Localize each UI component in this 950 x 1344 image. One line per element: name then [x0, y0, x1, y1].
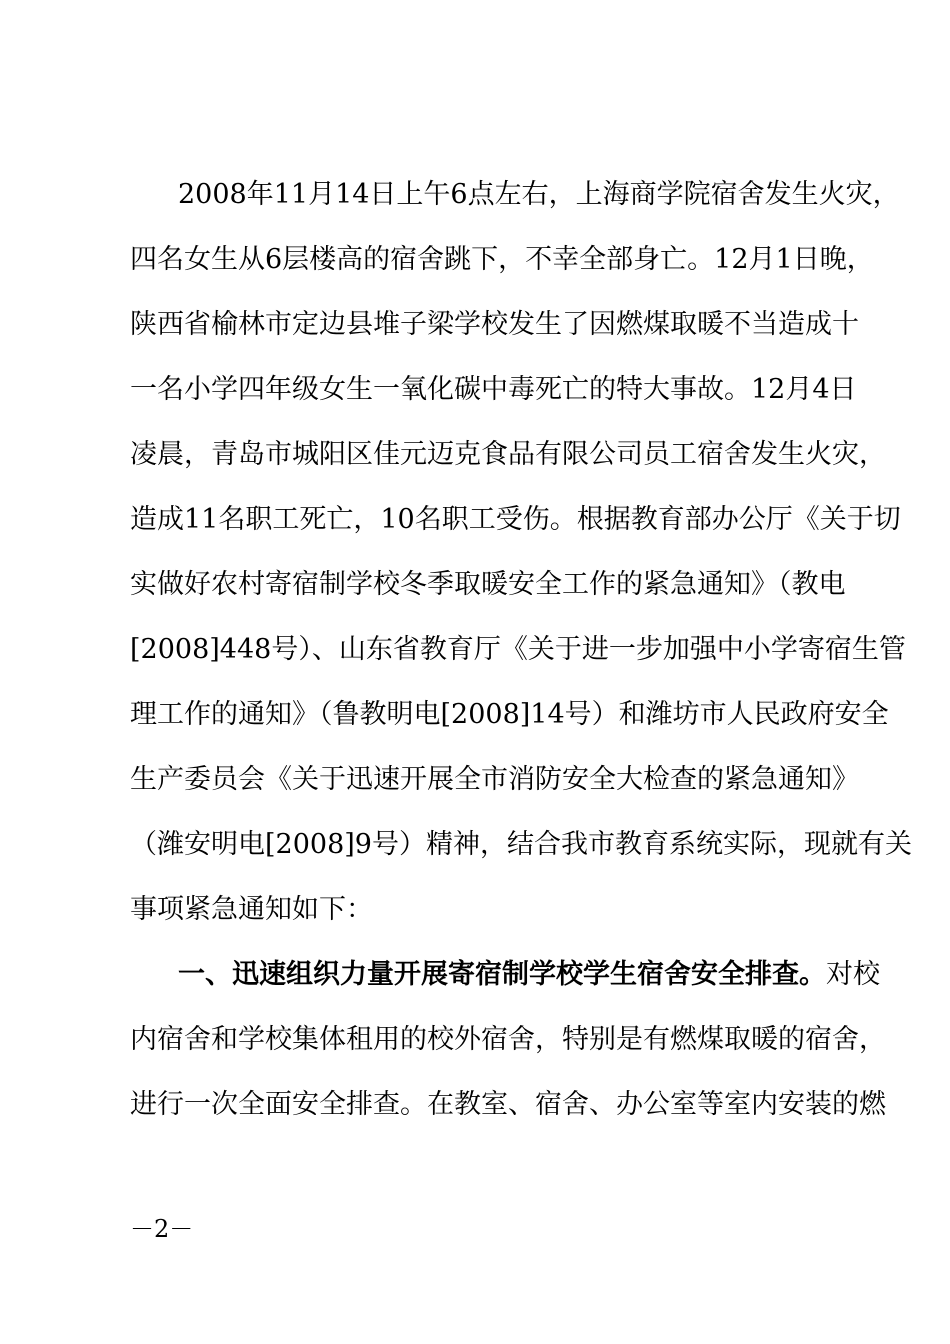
paragraph-1-line-5: 凌晨，青岛市城阳区佳元迈克食品有限公司员工宿舍发生火灾， — [130, 439, 886, 470]
paragraph-1-line-3: 陕西省榆林市定边县堆子梁学校发生了因燃煤取暖不当造成十 — [130, 309, 859, 340]
section-1-heading-continuation: 对校 — [826, 959, 880, 990]
section-1-first-line — [178, 958, 880, 992]
section-1-line-2: 内宿舍和学校集体租用的校外宿舍，特别是有燃煤取暖的宿舍， — [130, 1024, 886, 1055]
section-1-line-3: 进行一次全面安全排查。在教室、宿舍、办公室等室内安装的燃 — [130, 1089, 886, 1120]
paragraph-1-line-9: 理工作的通知》（鲁教明电[2008]14号）和潍坊市人民政府安全 — [130, 699, 889, 730]
paragraph-1-line-12: 事项紧急通知如下： — [130, 894, 373, 925]
paragraph-1-line-8: [2008]448号）、山东省教育厅《关于进一步加强中小学寄宿生管 — [130, 634, 906, 665]
paragraph-1-line-6: 造成11名职工死亡，10名职工受伤。根据教育部办公厅《关于切 — [130, 504, 901, 535]
paragraph-1-line-1: 2008年11月14日上午6点左右，上海商学院宿舍发生火灾， — [178, 179, 900, 210]
paragraph-1-line-2: 四名女生从6层楼高的宿舍跳下，不幸全部身亡。12月1日晚， — [130, 244, 874, 275]
paragraph-1-line-11: （潍安明电[2008]9号）精神，结合我市教育系统实际，现就有关 — [130, 829, 912, 860]
section-1-heading: 一、迅速组织力量开展寄宿制学校学生宿舍安全排查。 — [178, 959, 826, 990]
paragraph-1-line-7: 实做好农村寄宿制学校冬季取暖安全工作的紧急通知》（教电 — [130, 569, 846, 600]
paragraph-1-line-10: 生产委员会《关于迅速开展全市消防安全大检查的紧急通知》 — [130, 764, 859, 795]
page-number: －2－ — [130, 1215, 194, 1243]
paragraph-1-line-4: 一名小学四年级女生一氧化碳中毒死亡的特大事故。12月4日 — [130, 374, 857, 405]
